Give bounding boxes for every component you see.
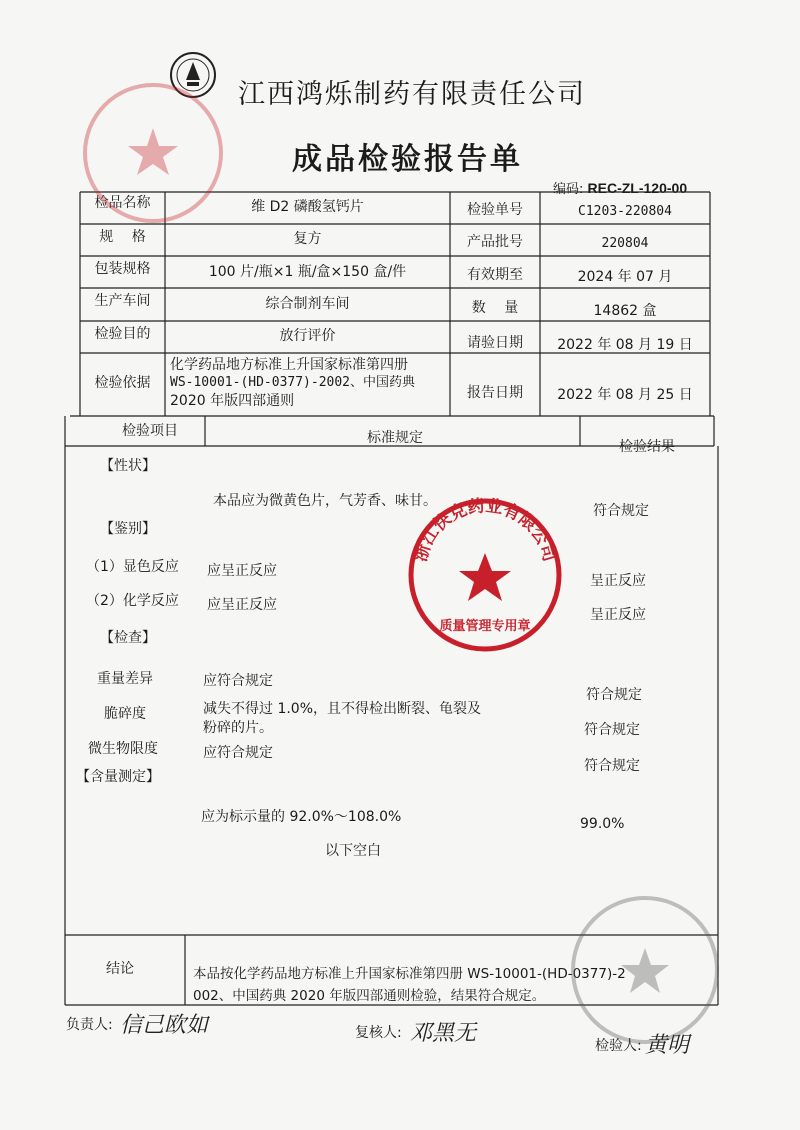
identify1-result: 呈正反应 (590, 573, 646, 589)
request-date-value: 2022 年 08 月 19 日 (557, 337, 693, 353)
weight-standard: 应符合规定 (203, 673, 273, 689)
product-name-value: 维 D2 磷酸氢钙片 (251, 199, 364, 215)
purpose-label: 检验目的 (94, 326, 151, 342)
identify1-standard: 应呈正反应 (207, 563, 277, 579)
quality-stamp-text: 浙江快克药业有限公司 (410, 496, 560, 564)
character-standard: 本品应为微黄色片，气芳香、味甘。 (213, 493, 437, 509)
quality-stamp-subtext: 质量管理专用章 (439, 619, 531, 634)
expiry-label: 有效期至 (467, 267, 523, 283)
identify2-result: 呈正反应 (590, 607, 646, 623)
micro-standard: 应符合规定 (203, 745, 273, 761)
micro-item: 微生物限度 (88, 741, 158, 757)
section-identify-title: 【鉴别】 (100, 521, 156, 537)
product-name-label: 检品名称 (94, 195, 151, 211)
responsible-signature: 信己欧如 (120, 1013, 209, 1038)
weight-item: 重量差异 (97, 671, 153, 687)
workshop-label: 生产车间 (94, 293, 151, 309)
workshop-value: 综合制剂车间 (265, 296, 350, 312)
report-title: 成品检验报告单 (292, 142, 523, 177)
identify2-item: （2）化学反应 (86, 593, 179, 609)
friability-standard-line2: 粉碎的片。 (203, 720, 273, 736)
inspector-signature: 黄明 (645, 1033, 690, 1058)
batch-value: 220804 (601, 236, 649, 251)
micro-result: 符合规定 (584, 758, 640, 774)
header-item: 检验项目 (122, 423, 178, 439)
assay-standard: 应为标示量的 92.0%～108.0% (201, 809, 402, 825)
basis-label: 检验依据 (94, 375, 151, 391)
responsible-label: 负责人: (66, 1017, 113, 1033)
reviewer-label: 复核人: (355, 1025, 402, 1041)
batch-label: 产品批号 (467, 234, 523, 250)
expiry-value: 2024 年 07 月 (577, 269, 673, 285)
section-check-title: 【检查】 (100, 630, 156, 646)
package-label: 包装规格 (94, 261, 151, 277)
spec-label: 规 格 (99, 229, 146, 245)
conclusion-line2: 002、中国药典 2020 年版四部通则检验，结果符合规定。 (193, 988, 546, 1004)
header-standard: 标准规定 (367, 430, 423, 446)
identify1-item: （1）显色反应 (86, 559, 179, 575)
friability-standard-line1: 减失不得过 1.0%，且不得检出断裂、龟裂及 (203, 701, 482, 717)
company-name: 江西鸿烁制药有限责任公司 (238, 79, 586, 110)
reviewer-signature: 邓黑无 (410, 1021, 477, 1046)
report-date-value: 2022 年 08 月 25 日 (557, 387, 693, 403)
assay-result: 99.0% (580, 816, 625, 832)
friability-item: 脆碎度 (104, 706, 146, 722)
conclusion-line1: 本品按化学药品地方标准上升国家标准第四册 WS-10001-(HD-0377)-2 (193, 966, 626, 982)
weight-result: 符合规定 (586, 687, 642, 703)
test-no-value: C1203-220804 (578, 204, 672, 219)
quantity-value: 14862 盒 (593, 303, 657, 319)
inspector-label: 检验人: (595, 1038, 642, 1054)
section-character-title: 【性状】 (100, 458, 156, 474)
conclusion-label: 结论 (106, 961, 134, 977)
spec-value: 复方 (293, 231, 322, 247)
friability-result: 符合规定 (584, 722, 640, 738)
request-date-label: 请验日期 (467, 335, 523, 351)
report-date-label: 报告日期 (467, 385, 523, 401)
package-value: 100 片/瓶×1 瓶/盒×150 盒/件 (208, 264, 407, 280)
purpose-value: 放行评价 (279, 328, 336, 344)
section-assay-title: 【含量测定】 (76, 769, 160, 785)
header-result: 检验结果 (619, 439, 675, 455)
document-code: 编码: REC-ZL-120-00 (553, 180, 688, 197)
basis-value: 化学药品地方标准上升国家标准第四册 WS-10001-(HD-0377)-2002、中国药典 2020 年版四部通则 (170, 357, 416, 409)
quantity-label: 数 量 (471, 300, 519, 316)
test-no-label: 检验单号 (467, 202, 523, 218)
character-result: 符合规定 (593, 503, 649, 519)
identify2-standard: 应呈正反应 (207, 597, 277, 613)
blank-note: 以下空白 (325, 843, 381, 859)
